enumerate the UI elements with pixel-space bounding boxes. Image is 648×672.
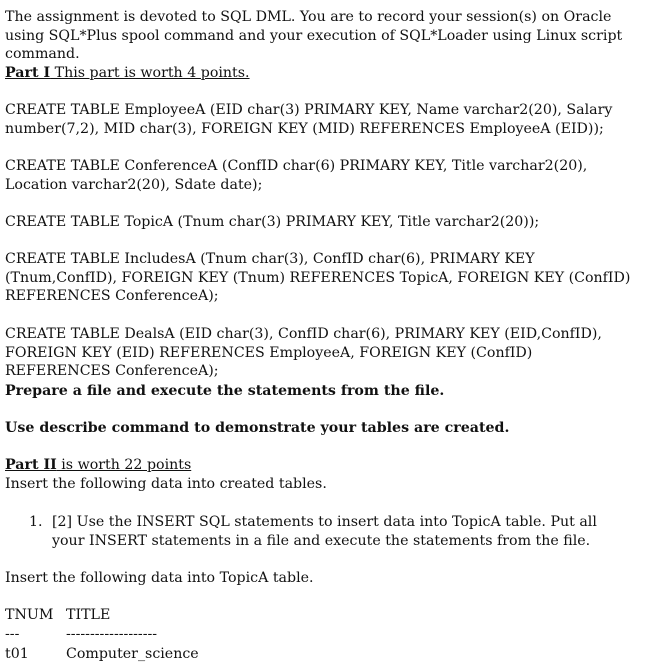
insert-topica-instruction: Insert the following data into TopicA table. [5, 570, 314, 586]
part2-points: is worth 22 points [56, 457, 192, 473]
intro-paragraph: The assignment is devoted to SQL DML. You are to record your session(s) on Oracle using SQL*Plus spool command and your execution of SQL*Loader using Linux script command. [5, 9, 623, 62]
part1-label: Part I [5, 65, 51, 81]
list-item-number: 1. [29, 514, 43, 530]
list-item-text: [2] Use the INSERT SQL statements to insert data into TopicA table. Put all your INSERT statements in a file and execute the statements from the file. [52, 514, 597, 549]
cell-tnum: t01 [5, 646, 29, 662]
separator-tnum: --- [5, 626, 20, 642]
part2-heading [5, 456, 641, 475]
sql-statement-deals: CREATE TABLE DealsA (EID char(3), ConfID char(6), PRIMARY KEY (EID,ConfID), FOREIGN KEY (EID) REFERENCES EmployeeA, FOREIGN KEY (ConfID) REFERENCES ConferenceA); [5, 326, 602, 379]
sql-statement-conference: CREATE TABLE ConferenceA (ConfID char(6) PRIMARY KEY, Title varchar2(20), Location varchar2(20), Sdate date); [5, 158, 588, 193]
column-header-tnum: TNUM [5, 607, 54, 623]
instruction-describe: Use describe command to demonstrate your tables are created. [5, 420, 510, 436]
insert-instruction: Insert the following data into created tables. [5, 476, 327, 492]
cell-title: Computer_science [66, 646, 199, 662]
sql-statement-includes: CREATE TABLE IncludesA (Tnum char(3), ConfID char(6), PRIMARY KEY (Tnum,ConfID), FOREIGN KEY (Tnum) REFERENCES TopicA, FOREIGN KEY (ConfID) REFERENCES ConferenceA); [5, 251, 631, 304]
separator-title: ------------------- [66, 626, 158, 642]
sql-statement-employee: CREATE TABLE EmployeeA (EID char(3) PRIMARY KEY, Name varchar2(20), Salary number(7,2), MID char(3), FOREIGN KEY (MID) REFERENCES EmployeeA (EID)); [5, 102, 613, 137]
column-header-title: TITLE [66, 607, 111, 623]
instruction-prepare-file: Prepare a file and execute the statements from the file. [5, 383, 445, 399]
part2-label: Part II [5, 457, 57, 473]
sql-statement-topic: CREATE TABLE TopicA (Tnum char(3) PRIMARY KEY, Title varchar2(20)); [5, 214, 540, 230]
part1-heading [5, 64, 641, 83]
part1-points: This part is worth 4 points. [50, 65, 250, 81]
